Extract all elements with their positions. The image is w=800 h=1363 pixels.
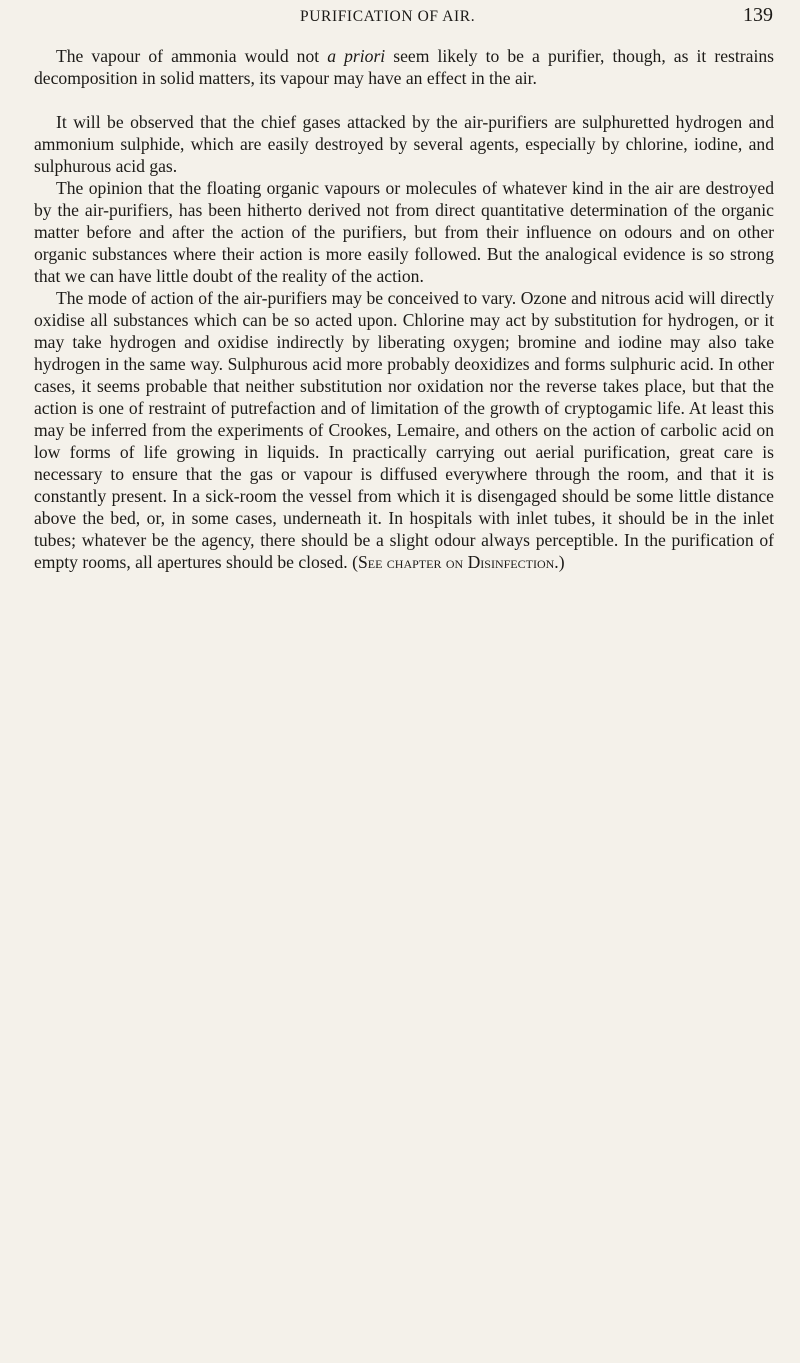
paragraph-text: seem likely to be a purifier, though, as it restrains decomposition in solid matters, its vapour may have an effect in the air. <box>34 46 774 88</box>
paragraph-text: The vapour of ammonia would not <box>56 46 328 66</box>
page-number: 139 <box>743 4 773 26</box>
paragraph-ammonia <box>34 45 774 89</box>
paragraph-text: ) <box>558 552 565 572</box>
paragraph-text: The mode of action of the air-purifiers may be conceived to vary. Ozone and nitrous acid will directly oxidise all substances which can be so acted upon. Chlorine may act by substitution for hydrogen, or it may take hydrogen and oxidise indirectly by liberating oxygen; bromine and iodine may also take hydrogen in the same way. Sulphurous acid more probably deoxidizes and forms sulphuric acid. In other cases, it seems probable that neither substitution nor oxidation nor the reverse takes place, but that the action is one of restraint of putrefaction and of limitation of the growth of cryptogamic life. At least this may be inferred from the experiments of Crookes, Lemaire, and others on the action of carbolic acid on low forms of life growing in liquids. In practically carrying out aerial purification, great care is necessary to ensure that the gas or vapour is diffused everywhere through the room, and that it is constantly present. In a sick-room the vessel from which it is disengaged should be some little distance above the bed, or, in some cases, underneath it. In hospitals with inlet tubes, it should be in the inlet tubes; whatever be the agency, there should be a slight odour always perceptible. In the purification of empty rooms, all apertures should be closed. ( <box>34 288 774 572</box>
paragraph-mode-of-action <box>34 287 774 573</box>
paragraph-chief-gases: It will be observed that the chief gases attacked by the air-purifiers are sulphuretted hydrogen and ammonium sulphide, which are easily destroyed by several agents, especially by chlorine, iodine, and sulphurous acid gas. <box>34 112 774 176</box>
paragraph-opinion: The opinion that the floating organic vapours or molecules of whatever kind in the air are destroyed by the air-purifiers, has been hitherto derived not from direct quantitative determination of the organic matter before and after the action of the purifiers, but from their influence on odours and on other organic substances where their action is more easily followed. But the analogical evidence is so strong that we can have little doubt of the reality of the action. <box>34 178 774 286</box>
cross-reference: See chapter on Disinfection. <box>357 552 559 572</box>
body-text <box>34 45 774 573</box>
italic-phrase: a priori <box>327 46 386 66</box>
running-title: PURIFICATION OF AIR. <box>300 8 476 25</box>
